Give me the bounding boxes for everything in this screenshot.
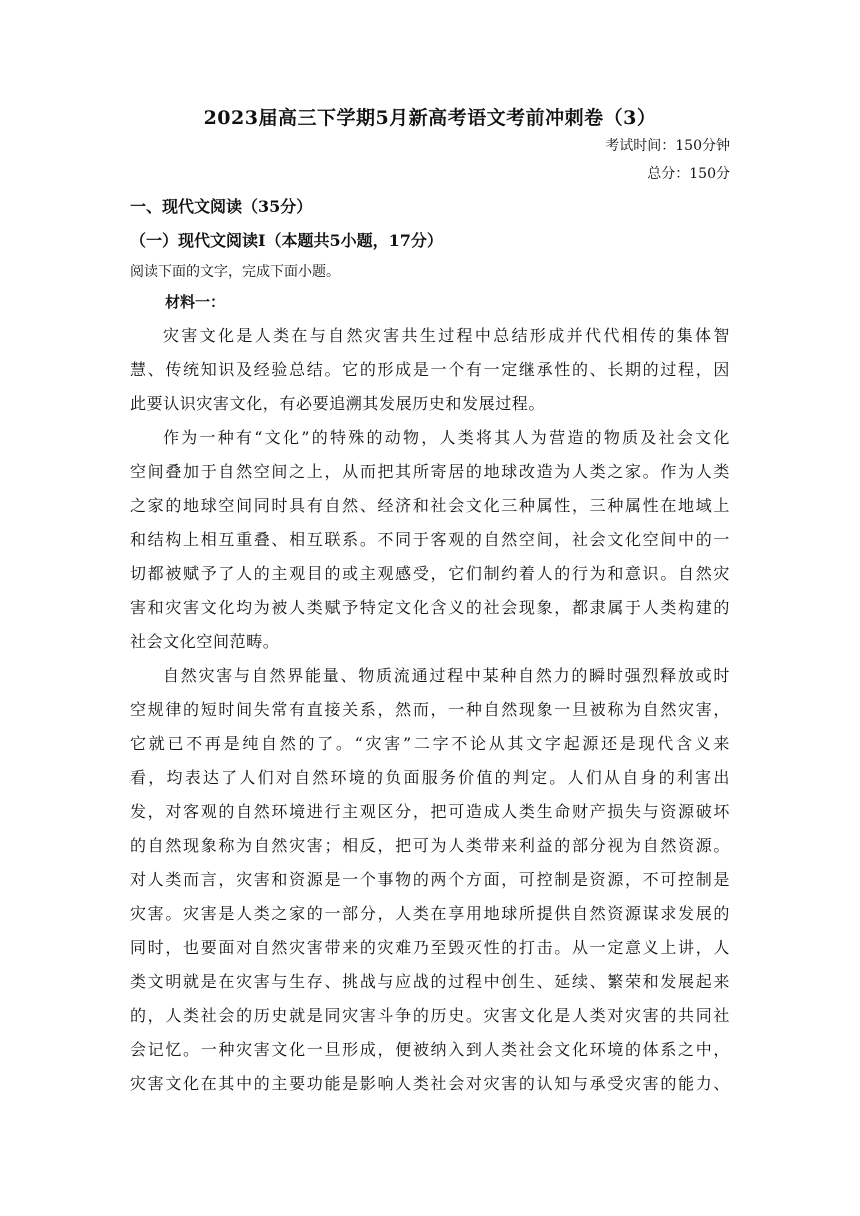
material-label: 材料一： <box>165 293 226 311</box>
body-line: 灾害文化是人类在与自然灾害共生过程中总结形成并代代相传的集体智 <box>163 326 730 345</box>
body-line: 对人类而言，灾害和资源是一个事物的两个方面，可控制是资源，不可控制是 <box>130 870 730 889</box>
reading-instruction: 阅读下面的文字，完成下面小题。 <box>130 264 340 280</box>
subsection-heading: （一）现代文阅读Ⅰ（本题共5小题，17分） <box>130 231 443 250</box>
exam-title: 2023届高三下学期5月新高考语文考前冲刺卷（3） <box>203 107 657 129</box>
total-score: 总分：150分 <box>647 166 730 182</box>
body-line: 自然灾害与自然界能量、物质流通过程中某种自然力的瞬时强烈释放或时 <box>163 666 730 685</box>
body-line: 灾害文化在其中的主要功能是影响人类社会对灾害的认知与承受灾害的能力、 <box>130 1074 730 1093</box>
body-line: 发，对客观的自然环境进行主观区分，把可造成人类生命财产损失与资源破坏 <box>130 802 730 821</box>
body-line: 和结构上相互重叠、相互联系。不同于客观的自然空间，社会文化空间中的一 <box>130 530 730 549</box>
body-line: 此要认识灾害文化，有必要追溯其发展历史和发展过程。 <box>130 394 546 413</box>
body-line: 它就已不再是纯自然的了。“灾害”二字不论从其文字起源还是现代含义来 <box>130 734 730 753</box>
body-line: 慧、传统知识及经验总结。它的形成是一个有一定继承性的、长期的过程，因 <box>130 360 730 379</box>
exam-time: 考试时间：150分钟 <box>605 138 730 154</box>
body-line: 社会文化空间范畴。 <box>130 632 280 651</box>
body-line: 看，均表达了人们对自然环境的负面服务价值的判定。人们从自身的利害出 <box>130 768 730 787</box>
body-line: 切都被赋予了人的主观目的或主观感受，它们制约着人的行为和意识。自然灾 <box>130 564 730 583</box>
body-line: 类文明就是在灾害与生存、挑战与应战的过程中创生、延续、繁荣和发展起来 <box>130 972 730 991</box>
body-line: 的，人类社会的历史就是同灾害斗争的历史。灾害文化是人类对灾害的共同社 <box>130 1006 730 1025</box>
body-line: 会记忆。一种灾害文化一旦形成，便被纳入到人类社会文化环境的体系之中， <box>130 1040 730 1059</box>
body-line: 害和灾害文化均为被人类赋予特定文化含义的社会现象，都隶属于人类构建的 <box>130 598 730 617</box>
body-line: 同时，也要面对自然灾害带来的灾难乃至毁灭性的打击。从一定意义上讲，人 <box>130 938 730 957</box>
body-line: 作为一种有“文化”的特殊的动物，人类将其人为营造的物质及社会文化 <box>163 428 730 447</box>
body-line: 空规律的短时间失常有直接关系，然而，一种自然现象一旦被称为自然灾害， <box>130 700 730 719</box>
body-line: 灾害。灾害是人类之家的一部分，人类在享用地球所提供自然资源谋求发展的 <box>130 904 730 923</box>
body-line: 的自然现象称为自然灾害；相反，把可为人类带来利益的部分视为自然资源。 <box>130 836 730 855</box>
body-line: 之家的地球空间同时具有自然、经济和社会文化三种属性，三种属性在地域上 <box>130 496 730 515</box>
body-line: 空间叠加于自然空间之上，从而把其所寄居的地球改造为人类之家。作为人类 <box>130 462 730 481</box>
section-heading: 一、现代文阅读（35分） <box>130 197 313 216</box>
